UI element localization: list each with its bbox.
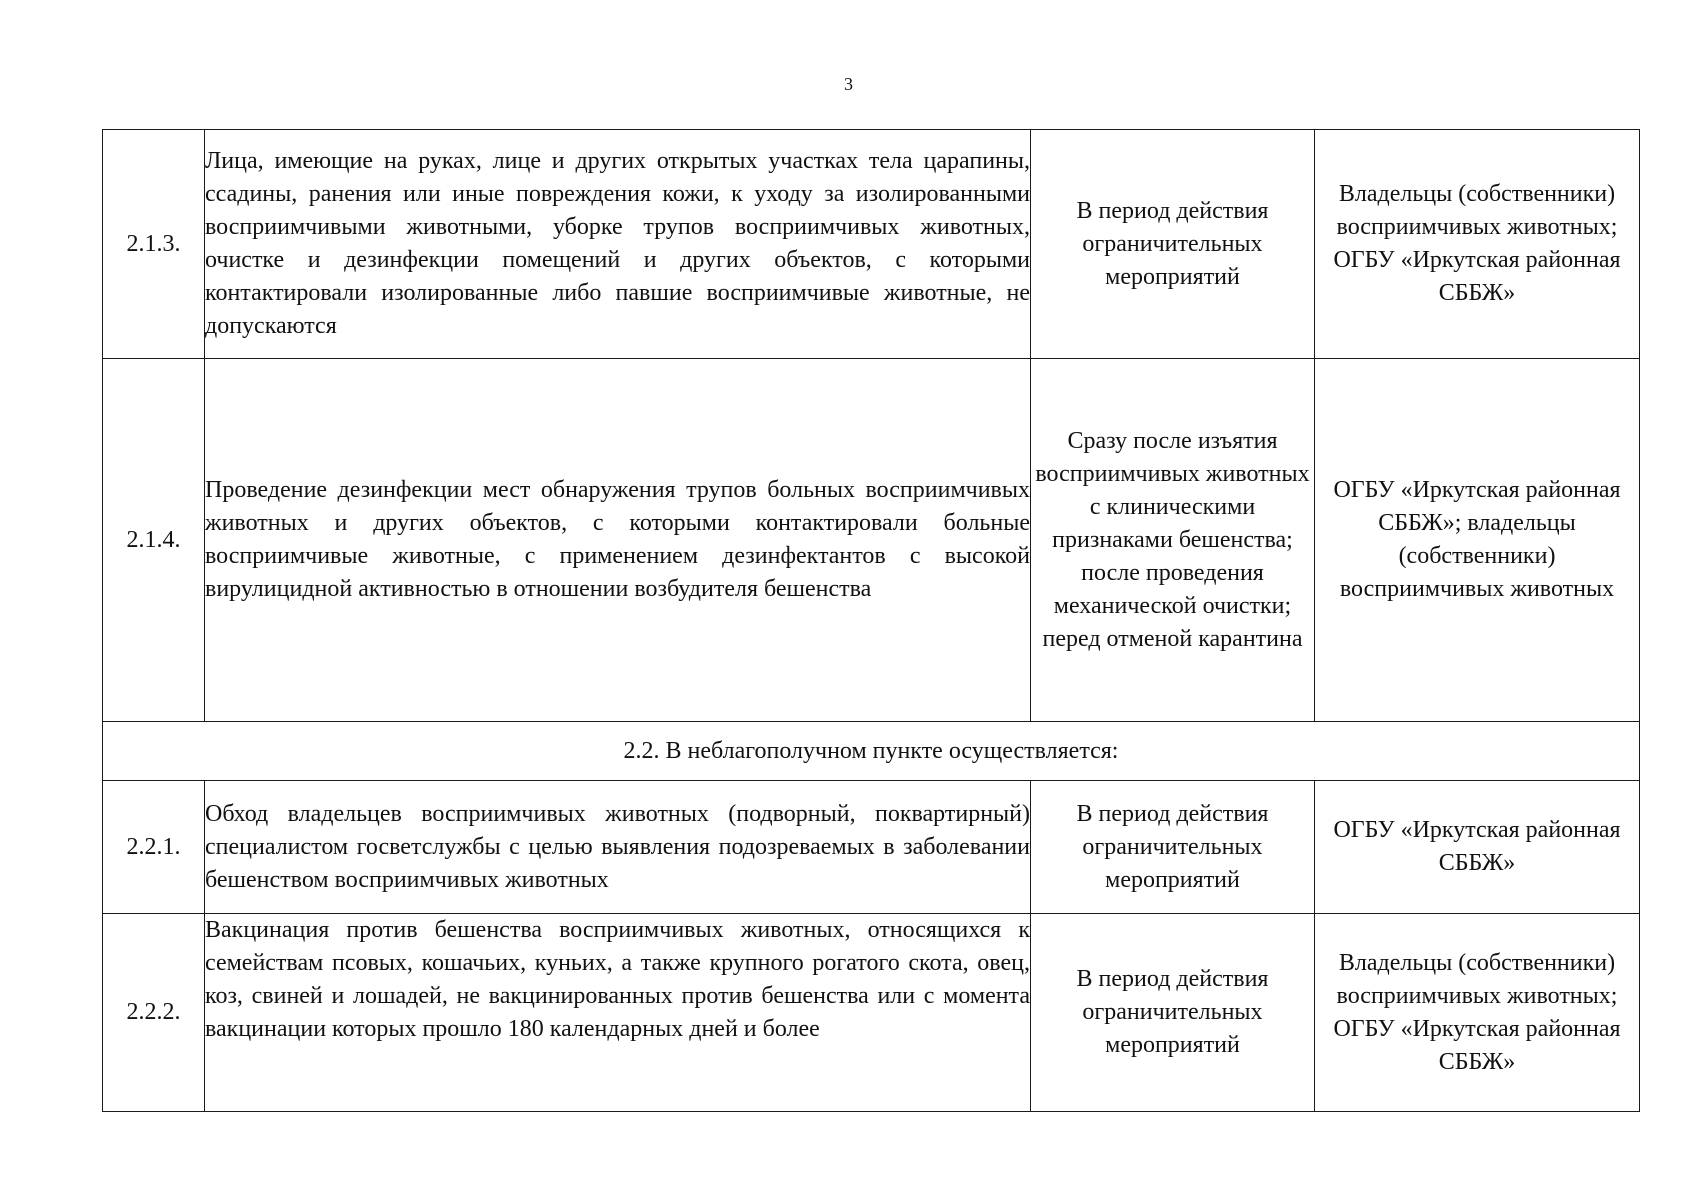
measure-period: Сразу после изъятия восприимчивых животных с клиническими признаками бешенства; после проведения механической очистки; перед отменой карантина [1031, 359, 1315, 722]
measures-table [102, 129, 1640, 1112]
item-number: 2.1.4. [103, 359, 205, 722]
measure-description: Лица, имеющие на руках, лице и других открытых участках тела царапины, ссадины, ранения или иные повреждения кожи, к уходу за изолированными восприимчивыми животными, уборке трупов восприимчивых животных, очистке и дезинфекции помещений и других объектов, с которыми контактировали изолированные либо павшие восприимчивые животные, не допускаются [205, 130, 1031, 359]
table-row [103, 914, 1640, 1112]
table-row [103, 130, 1640, 359]
measure-period: В период действия ограничительных мероприятий [1031, 781, 1315, 914]
measure-description: Вакцинация против бешенства восприимчивых животных, относящихся к семействам псовых, кошачьих, куньих, а также крупного рогатого скота, овец, коз, свиней и лошадей, не вакцинированных против бешенства или с момента вакцинации которых прошло 180 календарных дней и более [205, 914, 1031, 1112]
item-number: 2.2.2. [103, 914, 205, 1112]
section-heading-row [103, 722, 1640, 781]
measure-description: Обход владельцев восприимчивых животных (подворный, поквартирный) специалистом госветслужбы с целью выявления подозреваемых в заболевании бешенством восприимчивых животных [205, 781, 1031, 914]
measure-responsible: Владельцы (собственники) восприимчивых животных; ОГБУ «Иркутская районная СББЖ» [1315, 914, 1640, 1112]
measure-period: В период действия ограничительных мероприятий [1031, 130, 1315, 359]
table-row [103, 781, 1640, 914]
section-heading: 2.2. В неблагополучном пункте осуществляется: [103, 722, 1640, 781]
measure-responsible: ОГБУ «Иркутская районная СББЖ» [1315, 781, 1640, 914]
measure-responsible: Владельцы (собственники) восприимчивых животных; ОГБУ «Иркутская районная СББЖ» [1315, 130, 1640, 359]
item-number: 2.2.1. [103, 781, 205, 914]
measure-period: В период действия ограничительных мероприятий [1031, 914, 1315, 1112]
item-number: 2.1.3. [103, 130, 205, 359]
page-number: 3 [844, 74, 853, 94]
measure-responsible: ОГБУ «Иркутская районная СББЖ»; владельцы (собственники) восприимчивых животных [1315, 359, 1640, 722]
measure-description: Проведение дезинфекции мест обнаружения трупов больных восприимчивых животных и других объектов, с которыми контактировали больные восприимчивые животные, с применением дезинфектантов с высокой вирулицидной активностью в отношении возбудителя бешенства [205, 359, 1031, 722]
table-row [103, 359, 1640, 722]
